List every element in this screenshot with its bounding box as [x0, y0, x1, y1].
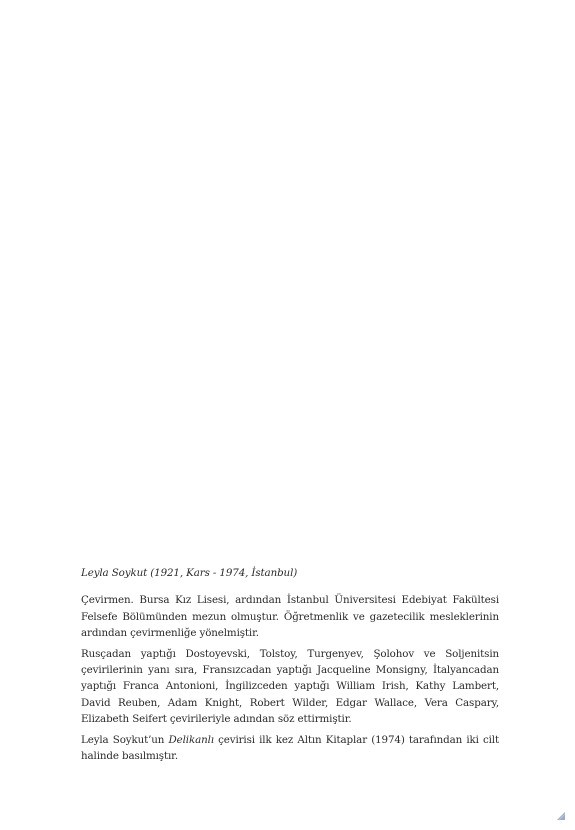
paragraph-3-after-title: çevirisi ilk kez Altın Kitaplar (1974) tarafından iki cilt halinde basılmıştır. — [81, 733, 499, 763]
bio-paragraph-1: Çevirmen. Bursa Kız Lisesi, ardından İstanbul Üniversitesi Edebiyat Fakültesi Felsefe Bölümünden mezun olmuştur. Öğretmenlik ve gazetecilik mesleklerinin ardından çevirmenliğe yönelmiştir. — [81, 594, 499, 640]
page-curl-icon — [556, 811, 566, 821]
author-heading: Leyla Soykut (1921, Kars - 1974, İstanbul) — [81, 567, 298, 579]
bio-paragraph-2: Rusçadan yaptığı Dostoyevski, Tolstoy, Turgenyev, Şolohov ve Soljenitsin çevirilerinin yanı sıra, Fransızcadan yaptığı Jacqueline Monsigny, İtalyancadan yaptığı Franca Antonioni, İngilizceden yaptığı William Irish, Kathy Lambert, David Reuben, Adam Knight, Robert Wilder, Edgar Wallace, Vera Caspary, Elizabeth Seifert çevirileriyle adından söz ettirmiştir. — [81, 647, 499, 726]
paragraph-3-before-title: Leyla Soykut’un — [81, 733, 169, 746]
bio-paragraph-3 — [81, 732, 499, 765]
translator-bio — [81, 565, 499, 764]
book-title: Delikanlı — [168, 733, 214, 746]
